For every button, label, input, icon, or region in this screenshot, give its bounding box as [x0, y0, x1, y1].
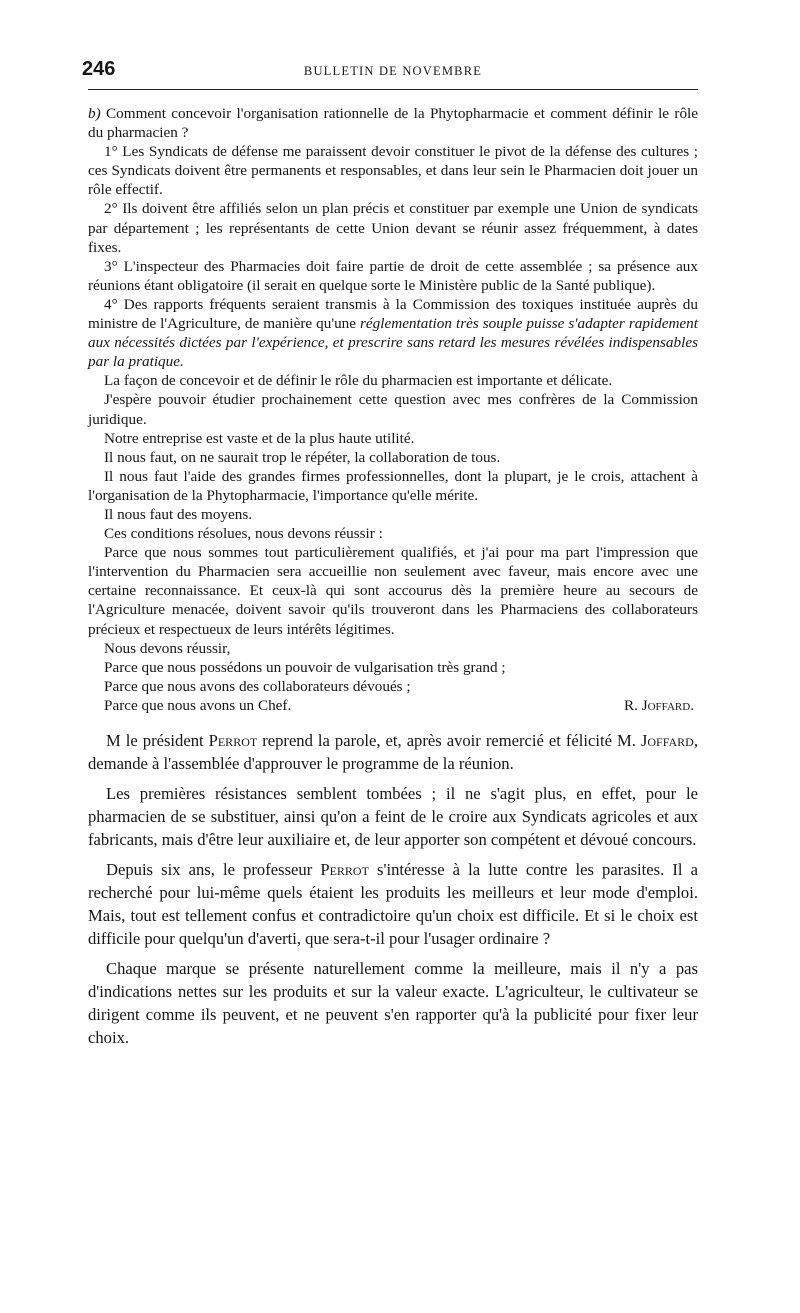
paragraph-11: Ces conditions résolues, nous devons réussir : [104, 525, 383, 543]
paragraph-b-text: Comment concevoir l'organisation rationnelle de la Phytopharmacie et comment définir le rôle du pharmacien ? [88, 105, 699, 142]
item-label-b: b) [88, 105, 101, 122]
report-section [88, 104, 698, 715]
page-number: 246 [82, 58, 116, 80]
paragraph-8: Il nous faut, on ne saurait trop le répéter, la collaboration de tous. [104, 448, 501, 466]
paragraph-15: Parce que nous avons des collaborateurs dévoués ; [104, 677, 411, 695]
name-perrot-2: Perrot [320, 860, 369, 879]
minutes-1-text-c: , demande à l'assemblée d'approuver le programme de la réunion. [88, 731, 698, 773]
name-perrot: Perrot [208, 731, 258, 750]
paragraph-10: Il nous faut des moyens. [104, 505, 253, 523]
paragraph-6: J'espère pouvoir étudier prochainement cette question avec mes confrères de la Commission juridique. [88, 391, 698, 428]
paragraph-1: 1° Les Syndicats de défense me paraissent devoir constituer le pivot de la défense des cultures ; ces Syndicats doivent être permanents et responsables, et dans leur sein le Pharmacien doit jouer un rôle effectif. [88, 143, 698, 199]
minutes-paragraph-2: Les premières résistances semblent tombées ; il ne s'agit plus, en effet, pour le pharmacien de se substituer, ainsi qu'on a feint de le croire aux Syndicats agricoles et aux fabricants, mais d'être leur auxiliaire et, de leur apporter son compétent et dévoué concours. [88, 784, 698, 849]
minutes-section [88, 729, 698, 1049]
header-rule [88, 89, 698, 90]
paragraph-4-italic: réglementation très souple puisse s'adapter rapidement aux nécessités dictées par l'expérience, et prescrire sans retard les mesures révélées indispensables par la pratique. [88, 315, 698, 371]
name-joffard: Joffard [640, 731, 694, 750]
minutes-paragraph-4: Chaque marque se présente naturellement comme la meilleure, mais il n'y a pas d'indications nettes sur les produits et sur la valeur exacte. L'agriculteur, le cultivateur se dirigent comme ils peuvent, et ne peuvent s'en rapporter qu'à la publicité pour fixer leur choix. [88, 959, 698, 1047]
minutes-1-text-b: reprend la parole, et, après avoir remercié et félicité M. [257, 731, 641, 750]
paragraph-12: Parce que nous sommes tout particulièrement qualifiés, et j'ai pour ma part l'impression que l'intervention du Pharmacien sera accueillie non seulement avec faveur, mais encore avec une certaine reconnaissance. Et ceux-là qui sont accourus dès la première heure au secours de l'Agriculture menacée, doivent savoir qu'ils trouveront dans les Pharmaciens des collaborateurs précieux et respectueux de leurs intérêts légitimes. [88, 544, 698, 638]
minutes-paragraph-1 [88, 729, 698, 775]
paragraph-3: 3° L'inspecteur des Pharmacies doit faire partie de droit de cette assemblée ; sa présence aux réunions étant obligatoire (il serait en quelque sorte le Ministère public de la Santé publique). [88, 257, 698, 294]
signature: R. Joffard. [623, 696, 694, 714]
paragraph-4-text: 4° Des rapports fréquents seraient transmis à la Commission des toxiques instituée auprès du ministre de l'Agriculture, de manière qu'une [88, 295, 698, 333]
minutes-paragraph-3 [88, 858, 698, 950]
minutes-3-text-a: Depuis six ans, le professeur [106, 860, 321, 879]
paragraph-4 [88, 295, 698, 371]
minutes-1-text-a: M le président [106, 731, 209, 750]
paragraph-7: Notre entreprise est vaste et de la plus haute utilité. [104, 429, 415, 447]
paragraph-b [88, 104, 698, 142]
minutes-3-text-b: s'intéresse à la lutte contre les parasites. Il a recherché pour lui-même quels étaient les produits les meilleurs et leur mode d'emploi. Mais, tout est tellement confus et contradictoire qu'un choix est difficile. Et si le choix est difficile pour quelqu'un d'averti, que sera-t-il pour l'usager ordinaire ? [88, 860, 698, 948]
paragraph-16 [88, 696, 698, 715]
paragraph-13: Nous devons réussir, [104, 639, 231, 657]
paragraph-5: La façon de concevoir et de définir le rôle du pharmacien est importante et délicate. [104, 372, 613, 390]
running-title: BULLETIN DE NOVEMBRE [303, 64, 483, 78]
paragraph-16-text: Parce que nous avons un Chef. [104, 696, 292, 714]
paragraph-2: 2° Ils doivent être affiliés selon un plan précis et constituer par exemple une Union de syndicats par département ; les représentants de cette Union devant se réunir assez fréquemment, à dates fixes. [88, 200, 698, 256]
paragraph-9: Il nous faut l'aide des grandes firmes professionnelles, dont la plupart, je le crois, attachent à l'organisation de la Phytopharmacie, l'importance qu'elle mérite. [88, 467, 698, 504]
page [82, 56, 699, 1056]
page-header [82, 56, 698, 86]
paragraph-14: Parce que nous possédons un pouvoir de vulgarisation très grand ; [104, 658, 506, 676]
